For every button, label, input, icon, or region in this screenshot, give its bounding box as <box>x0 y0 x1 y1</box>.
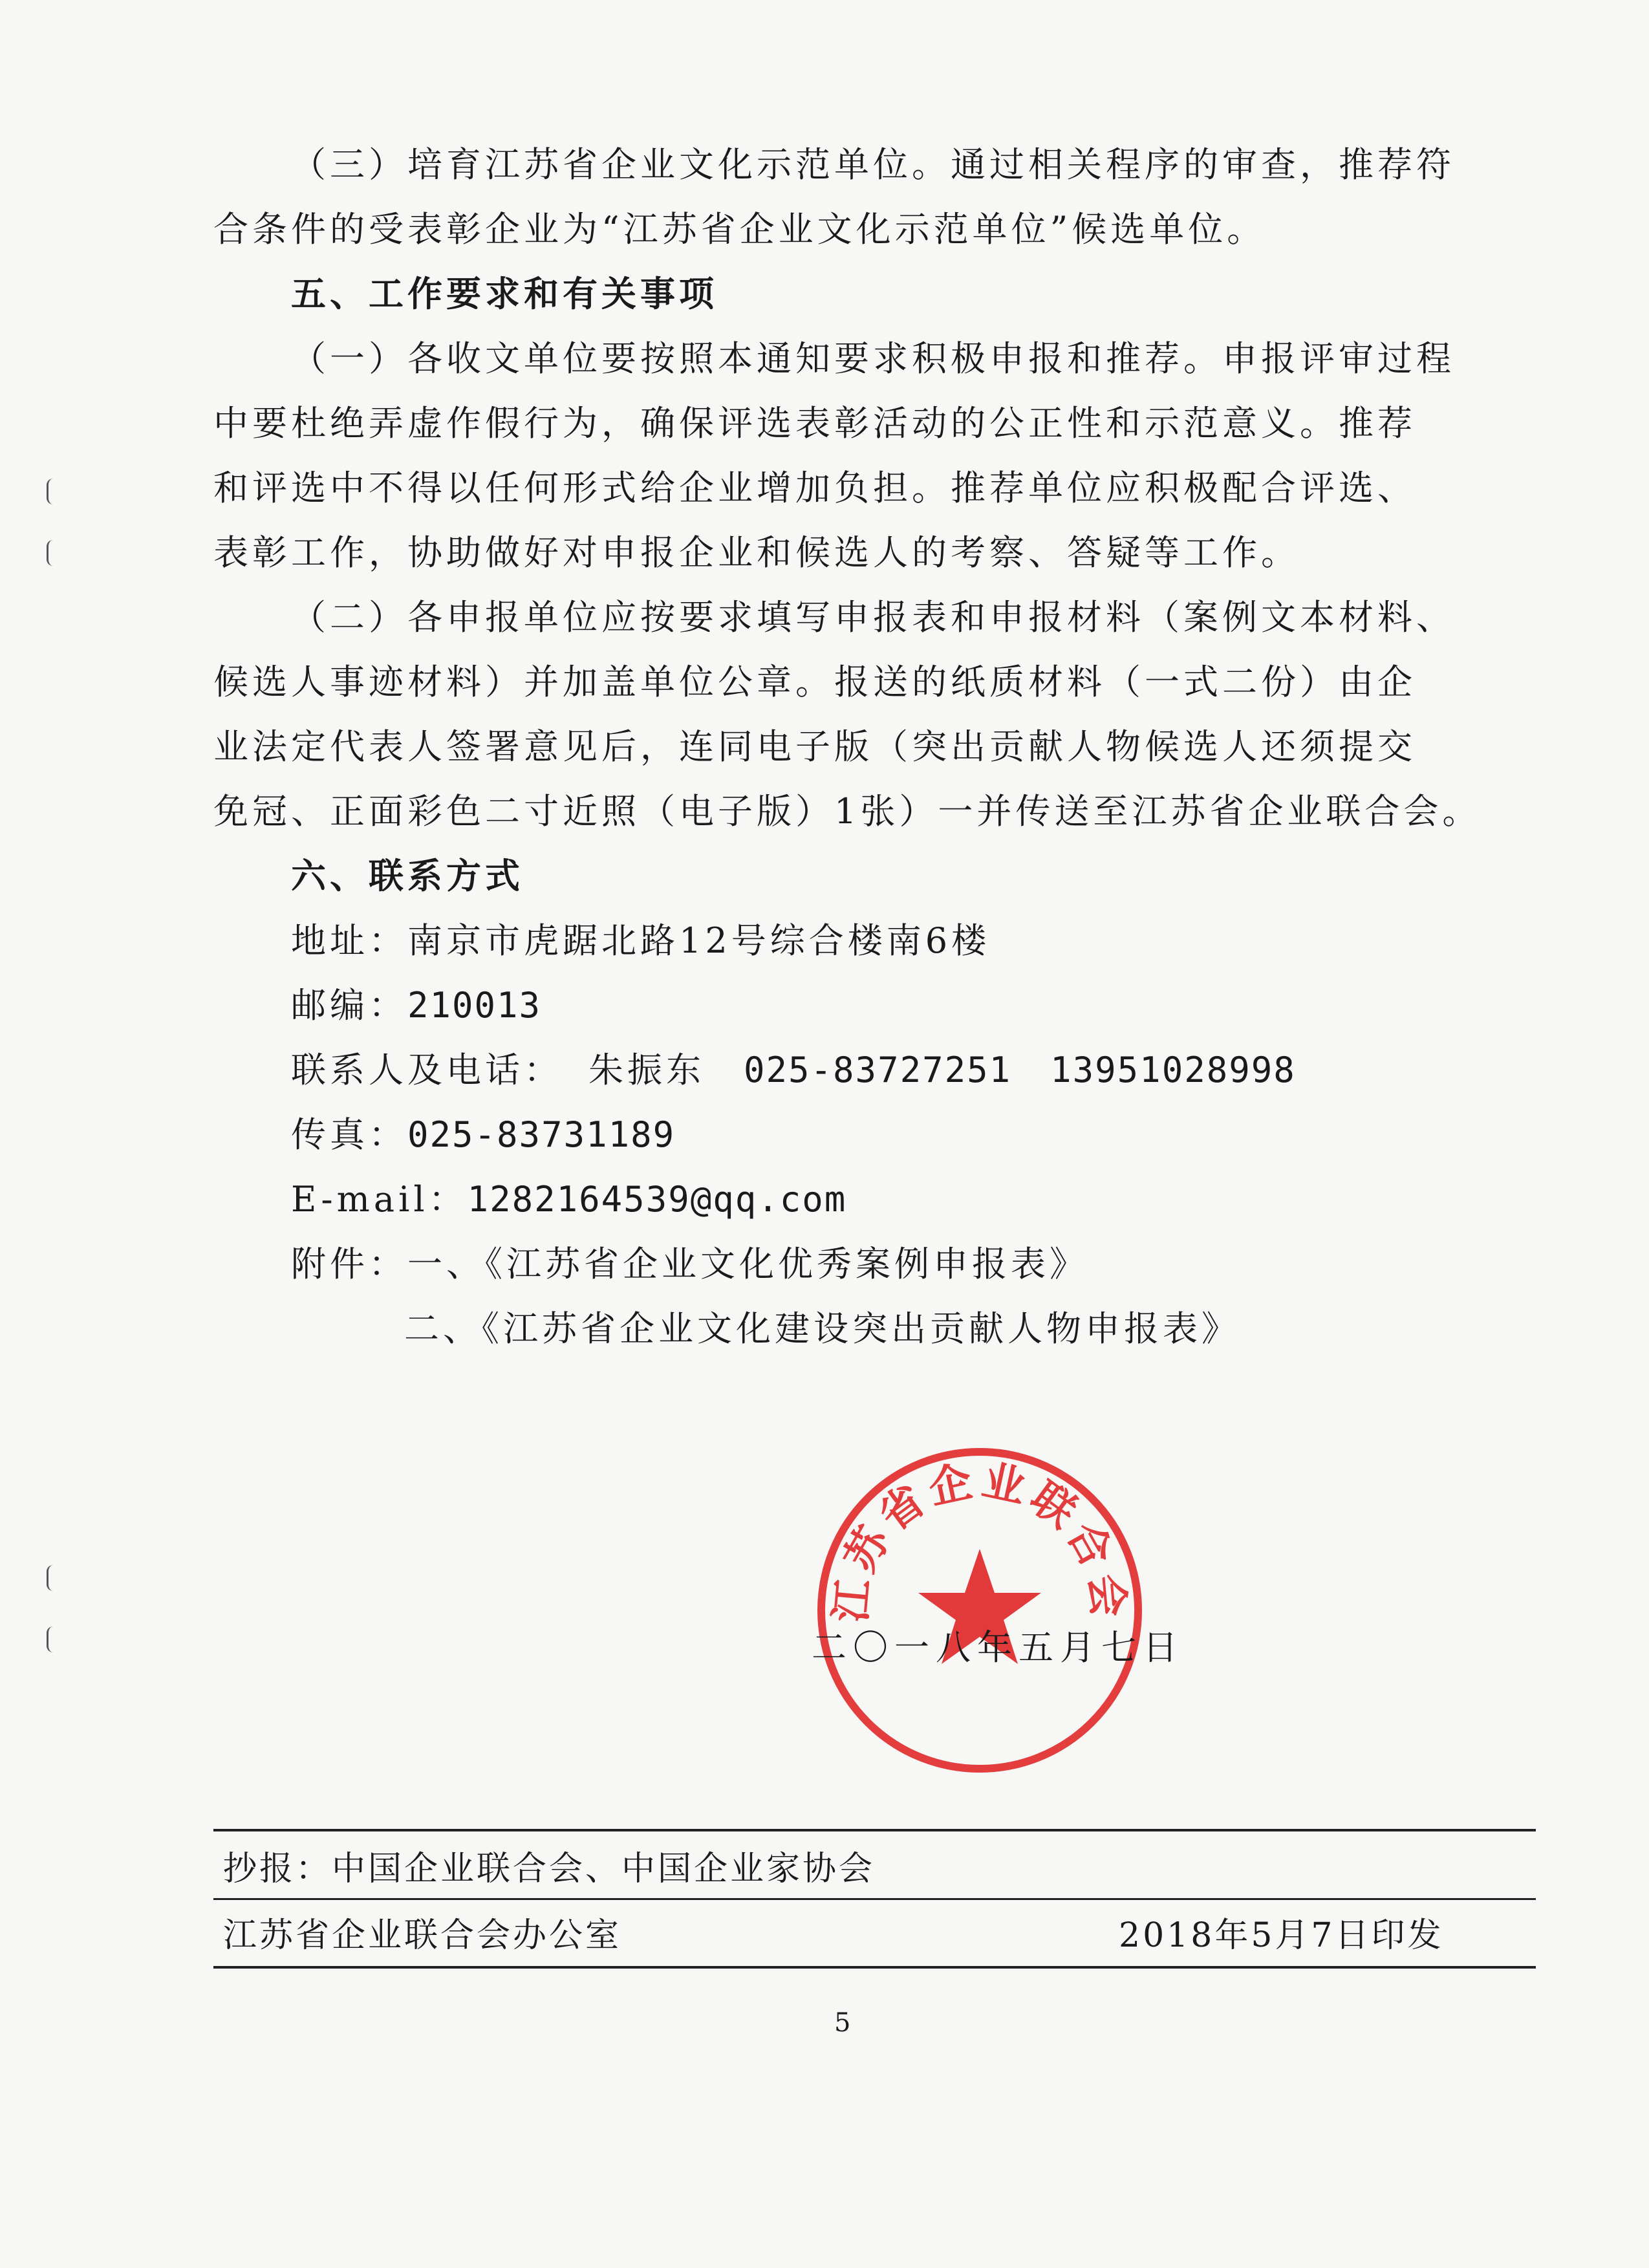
contact-phone: 025-83727251 <box>744 1050 1012 1090</box>
contact-person-name: 朱振东 <box>588 1050 705 1090</box>
issuing-office: 江苏省企业联合会办公室 <box>223 1916 622 1955</box>
attachments-row <box>291 1232 1578 1297</box>
punch-hole-mark <box>47 540 56 566</box>
contact-mobile: 13951028998 <box>1050 1050 1296 1090</box>
signature-date: 二〇一八年五月七日 <box>812 1627 1184 1668</box>
page-number: 5 <box>834 2008 851 2038</box>
footer-top-rule <box>213 1829 1536 1831</box>
issue-date: 2018年5月7日印发 <box>1119 1916 1444 1955</box>
fax-value: 025-83731189 <box>407 1114 676 1155</box>
requirement-2-line-2: 候选人事迹材料）并加盖单位公章。报送的纸质材料（一式二份）由企 <box>213 662 1416 702</box>
requirement-2-line-4: 免冠、正面彩色二寸近照（电子版）1张）一并传送至江苏省企业联合会。 <box>213 791 1482 832</box>
attachment-item-2: 二、《江苏省企业文化建设突出贡献人物申报表》 <box>404 1308 1240 1349</box>
address-label: 地址： <box>291 920 407 961</box>
email-value: 1282164539@qq.com <box>467 1179 847 1220</box>
postcode-label: 邮编： <box>291 985 407 1026</box>
footer-middle-rule <box>213 1898 1536 1900</box>
attachments-label: 附件： <box>291 1244 407 1284</box>
requirement-2-line-3: 业法定代表人签署意见后，连同电子版（突出贡献人物候选人还须提交 <box>213 726 1416 767</box>
seal-text: 江苏省企业联合会 <box>825 1455 1134 1625</box>
contact-person-label: 联系人及电话： <box>291 1050 563 1090</box>
email-row <box>291 1167 1578 1232</box>
punch-hole-mark <box>47 1626 56 1652</box>
email-label: E-mail： <box>291 1179 468 1220</box>
postcode-value: 210013 <box>407 985 542 1026</box>
cc-recipients: 中国企业联合会、中国企业家协会 <box>332 1850 876 1888</box>
fax-label: 传真： <box>291 1114 407 1155</box>
cc-row <box>223 1840 875 1898</box>
address-value: 南京市虎踞北路12号综合楼南6楼 <box>407 920 991 961</box>
punch-hole-mark <box>47 1565 56 1591</box>
section-6-heading: 六、联系方式 <box>291 856 524 896</box>
address-row <box>291 909 1578 973</box>
cc-label: 抄报： <box>223 1850 332 1888</box>
paragraph-3-line-1: （三）培育江苏省企业文化示范单位。通过相关程序的审查，推荐符 <box>291 144 1455 185</box>
postcode-row <box>291 973 1578 1038</box>
official-seal <box>812 1442 1148 1778</box>
section-5-heading: 五、工作要求和有关事项 <box>291 274 718 314</box>
requirement-1-line-2: 中要杜绝弄虚作假行为，确保评选表彰活动的公正性和示范意义。推荐 <box>213 403 1416 444</box>
requirement-1-line-4: 表彰工作，协助做好对申报企业和候选人的考察、答疑等工作。 <box>213 532 1300 573</box>
footer-bottom-rule <box>213 1966 1536 1969</box>
contact-person-row <box>291 1038 1578 1103</box>
paragraph-3-line-2: 合条件的受表彰企业为“江苏省企业文化示范单位”候选单位。 <box>213 209 1266 250</box>
requirement-1-line-3: 和评选中不得以任何形式给企业增加负担。推荐单位应积极配合评选、 <box>213 468 1416 508</box>
attachment-item-1: 一、《江苏省企业文化优秀案例申报表》 <box>407 1244 1088 1284</box>
requirement-2-line-1: （二）各申报单位应按要求填写申报表和申报材料（案例文本材料、 <box>291 597 1455 638</box>
requirement-1-line-1: （一）各收文单位要按照本通知要求积极申报和推荐。申报评审过程 <box>291 338 1455 379</box>
fax-row <box>291 1103 1578 1167</box>
punch-hole-mark <box>47 479 56 504</box>
